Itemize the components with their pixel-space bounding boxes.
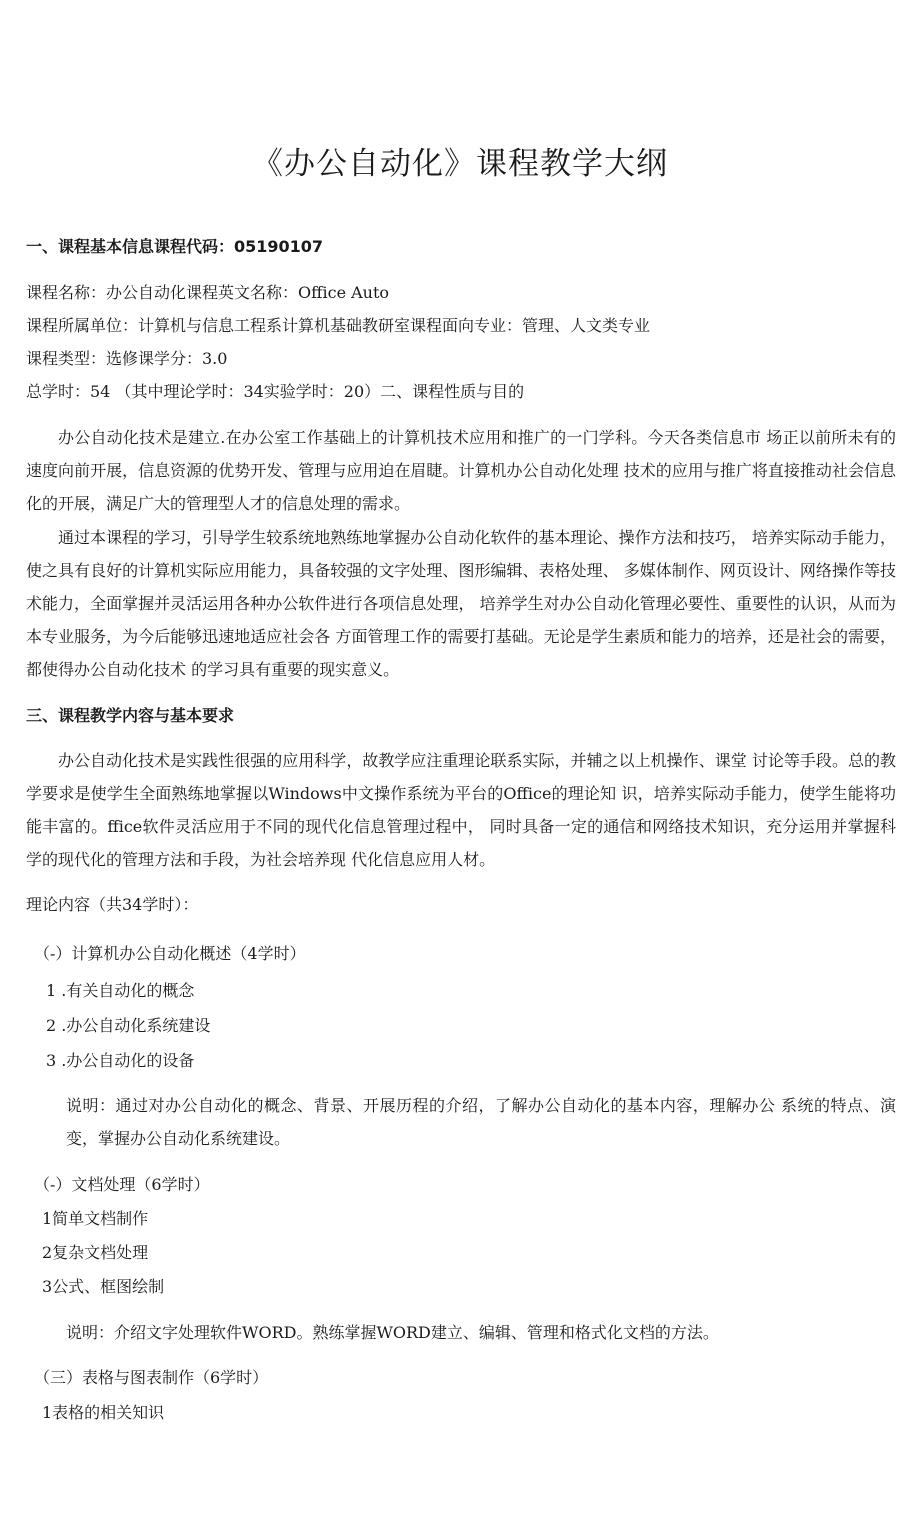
unit2-note: 说明：介绍文字处理软件WORD。熟练掌握WORD建立、编辑、管理和格式化文档的方法。 bbox=[66, 1323, 719, 1342]
theory-label: 理论内容（共34学时）： bbox=[26, 895, 199, 914]
unit1-title: （-）计算机办公自动化概述（4学时） bbox=[34, 944, 306, 963]
unit1-item: 2 .办公自动化系统建设 bbox=[46, 1016, 211, 1035]
unit1-item: 3 .办公自动化的设备 bbox=[46, 1051, 195, 1070]
course-type-line: 课程类型：选修课学分：3.0 bbox=[26, 349, 228, 368]
section3-heading: 三、课程教学内容与基本要求 bbox=[26, 706, 235, 725]
unit1-item: 1 .有关自动化的概念 bbox=[46, 981, 195, 1000]
nature-paragraph-2: 通过本课程的学习，引导学生较系统地熟练地掌握办公自动化软件的基本理论、操作方法和技巧， 培养实际动手能力，使之具有良好的计算机实际应用能力，具备较强的文字处理、图形编辑、表格处理、 多媒体制作、网页设计、网络操作等技术能力，全面掌握并灵活运用各种办公软件进行各项信息处理， 培养学生对办公自动化管理必要性、重要性的认识，从而为本专业服务，为今后能够迅速地适应社会各 方面管理工作的需要打基础。无论是学生素质和能力的培养，还是社会的需要，都使得办公自动化技术 的学习具有重要的现实意义。 bbox=[26, 528, 896, 679]
unit3-title: （三）表格与图表制作（6学时） bbox=[34, 1368, 269, 1387]
total-hours-line: 总学时：54 （其中理论学时：34实验学时：20）二、课程性质与目的 bbox=[26, 382, 525, 401]
section1-heading: 一、课程基本信息课程代码：05190107 bbox=[26, 237, 324, 256]
unit2-item: 2复杂文档处理 bbox=[42, 1243, 149, 1262]
unit2-item: 3公式、框图绘制 bbox=[42, 1277, 165, 1296]
unit2-item: 1简单文档制作 bbox=[42, 1209, 149, 1228]
unit2-title: （-）文档处理（6学时） bbox=[34, 1175, 210, 1194]
content-paragraph: 办公自动化技术是实践性很强的应用科学，故教学应注重理论联系实际，并辅之以上机操作、课堂 讨论等手段。总的教学要求是使学生全面熟练地掌握以Windows中文操作系统为平台的Office的理论知 识，培养实际动手能力，使学生能将功能丰富的。ffice软件灵活应用于不同的现代化信息管理过程中， 同时具备一定的通信和网络技术知识，充分运用并掌握科学的现代化的管理方法和手段，为社会培养现 代化信息应用人材。 bbox=[26, 751, 896, 869]
course-unit-line: 课程所属单位：计算机与信息工程系计算机基础教研室课程面向专业：管理、人文类专业 bbox=[26, 316, 651, 335]
course-name-line: 课程名称：办公自动化课程英文名称：Office Auto bbox=[26, 283, 390, 302]
unit3-item: 1表格的相关知识 bbox=[42, 1403, 165, 1422]
unit1-note: 说明：通过对办公自动化的概念、背景、开展历程的介绍，了解办公自动化的基本内容，理解办公 系统的特点、演变，掌握办公自动化系统建设。 bbox=[66, 1096, 896, 1148]
nature-paragraph-1: 办公自动化技术是建立.在办公室工作基础上的计算机技术应用和推广的一门学科。今天各类信息市 场正以前所未有的速度向前开展，信息资源的优势开发、管理与应用迫在眉睫。计算机办公自动化处理 技术的应用与推广将直接推动社会信息化的开展，满足广大的管理型人才的信息处理的需求。 bbox=[26, 428, 896, 513]
page-title: 《办公自动化》课程教学大纲 bbox=[252, 146, 668, 182]
